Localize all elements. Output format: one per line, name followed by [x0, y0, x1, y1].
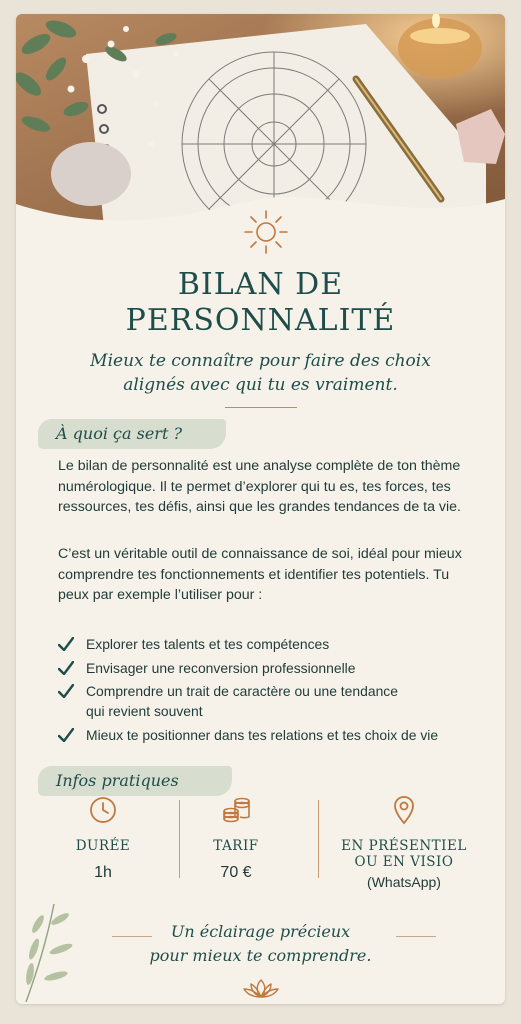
info-duration — [56, 790, 150, 900]
list-item-text: Comprendre un trait de caractère ou une tendance qui revient souvent — [86, 683, 398, 719]
page-title-line2: PERSONNALITÉ — [125, 303, 396, 338]
subtitle-line2: alignés avec qui tu es vraiment. — [123, 375, 398, 395]
mode-label-line2: OU EN VISIO — [354, 854, 454, 870]
checkmark-icon — [58, 684, 74, 698]
closing-line2: pour mieux te comprendre. — [149, 946, 372, 965]
price-value: 70 € — [220, 864, 252, 881]
duration-label: DURÉE — [75, 838, 131, 854]
price-label: TARIF — [213, 838, 259, 854]
subtitle-line1: Mieux te connaître pour faire des choix — [90, 351, 431, 371]
page-title-line1: BILAN DE — [177, 267, 344, 302]
clock-icon — [87, 794, 119, 826]
list-item-text: Explorer tes talents et tes compétences — [86, 636, 330, 652]
info-mode — [324, 790, 484, 900]
mode-label-line1: EN PRÉSENTIEL — [341, 838, 467, 854]
info-divider — [179, 800, 180, 878]
section-heading-purpose: À quoi ça sert ? — [38, 419, 226, 449]
info-divider — [318, 800, 319, 878]
list-item-text: Mieux te positionner dans tes relations et tes choix de vie — [86, 727, 439, 743]
list-item-text: Envisager une reconversion professionnelle — [86, 660, 356, 676]
checkmark-icon — [58, 637, 74, 651]
checkmark-icon — [58, 661, 74, 675]
duration-value: 1h — [94, 864, 112, 881]
checkmark-icon — [58, 728, 74, 742]
coins-icon — [220, 794, 252, 826]
lotus-icon — [242, 976, 280, 1000]
sun-icon — [242, 208, 290, 256]
flyer-card — [16, 14, 505, 1004]
location-pin-icon — [388, 794, 420, 826]
olive-branch-icon — [16, 894, 86, 1004]
section-heading-info: Infos pratiques — [38, 766, 232, 796]
subtitle-divider — [225, 407, 297, 408]
intro-paragraph: Le bilan de personnalité est une analyse complète de ton thème numérologique. Il te permet d’explorer qui tu es, tes forces, tes ressources, tes défis, ainsi que les grandes tendances de ta vie. — [58, 458, 461, 515]
usage-paragraph: C’est un véritable outil de connaissance de soi, idéal pour mieux comprendre tes fonctionnements et identifier tes potentiels. Tu peux par exemple l’utiliser pour : — [58, 546, 462, 603]
info-price — [188, 790, 284, 900]
closing-line1: Un éclairage précieux — [170, 922, 351, 941]
mode-value: (WhatsApp) — [367, 874, 441, 890]
